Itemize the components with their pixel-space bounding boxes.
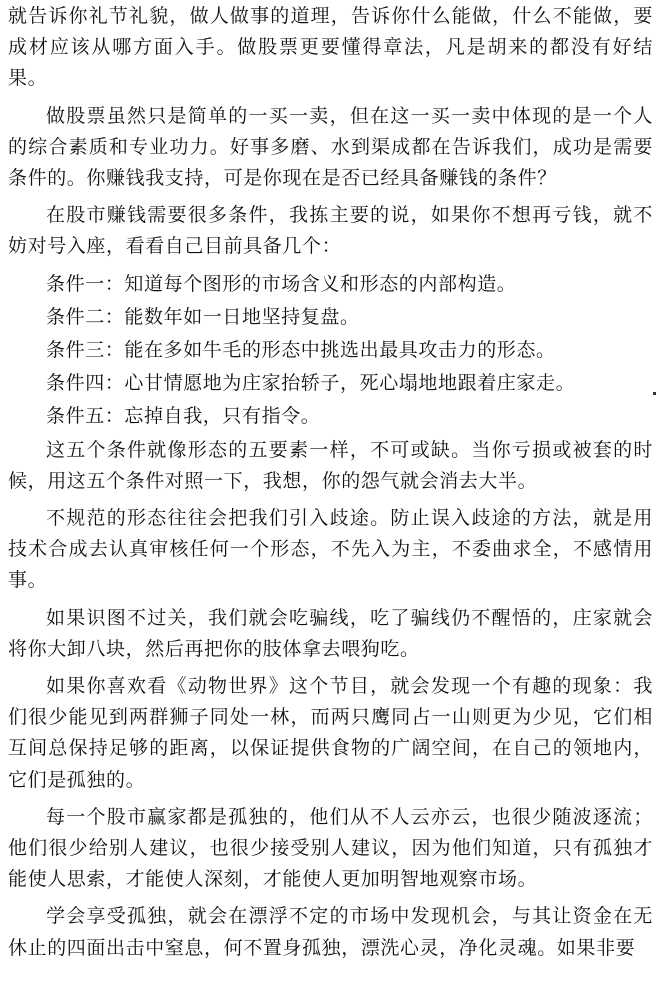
paragraph-success-conditions: 做股票虽然只是简单的一买一卖，但在这一买一卖中体现的是一个人的综合素质和专业功力。好事多磨、水到渠成都在告诉我们，成功是需要条件的。你赚钱我支持，可是你现在是否已经具备赚钱的条件？	[8, 104, 653, 190]
paragraph-animal-world: 如果你喜欢看《动物世界》这个节目，就会发现一个有趣的现象：我们很少能见到两群狮子同处一林，而两只鹰同占一山则更为少见，它们相互间总保持足够的距离，以保证提供食物的广阔空间，在自己的领地内，它们是孤独的。	[8, 675, 653, 791]
condition-item-4: 条件四：心甘情愿地为庄家抬轿子，死心塌地地跟着庄家走。	[46, 372, 576, 395]
paragraph-lonely-winners: 每一个股市赢家都是孤独的，他们从不人云亦云，也很少随波逐流；他们很少给别人建议，也很少接受别人建议，因为他们知道，只有孤独才能使人思索，才能使人深刻，才能使人更加明智地观察市场。	[8, 805, 653, 891]
paragraph-false-signals: 如果识图不过关，我们就会吃骗线，吃了骗线仍不醒悟的，庄家就会将你大卸八块，然后再把你的肢体拿去喂狗吃。	[8, 606, 653, 660]
condition-item-3: 条件三：能在多如牛毛的形态中挑选出最具攻击力的形态。	[46, 339, 556, 362]
condition-item-1: 条件一：知道每个图形的市场含义和形态的内部构造。	[46, 272, 517, 295]
paragraph-continued: 就告诉你礼节礼貌，做人做事的道理，告诉你什么能做，什么不能做，要成材应该从哪方面入手。做股票更要懂得章法，凡是胡来的都没有好结果。	[8, 5, 653, 90]
paragraph-irregular-patterns: 不规范的形态往往会把我们引入歧途。防止误入歧途的方法，就是用技术合成去认真审核任何一个形态，不先入为主，不委曲求全，不感情用事。	[8, 507, 653, 592]
scan-mark	[653, 392, 656, 395]
paragraph-five-elements: 这五个条件就像形态的五要素一样，不可或缺。当你亏损或被套的时候，用这五个条件对照一下，我想，你的怨气就会消去大半。	[8, 438, 653, 492]
paragraph-conditions-intro: 在股市赚钱需要很多条件，我拣主要的说，如果你不想再亏钱，就不妨对号入座，看看自己目前具备几个：	[8, 204, 653, 258]
paragraph-enjoy-solitude: 学会享受孤独，就会在漂浮不定的市场中发现机会，与其让资金在无休止的四面出击中窒息，何不置身孤独，漂洗心灵，净化灵魂。如果非要	[8, 905, 653, 959]
condition-item-5: 条件五：忘掉自我，只有指令。	[46, 405, 321, 428]
condition-item-2: 条件二：能数年如一日地坚持复盘。	[46, 305, 360, 328]
